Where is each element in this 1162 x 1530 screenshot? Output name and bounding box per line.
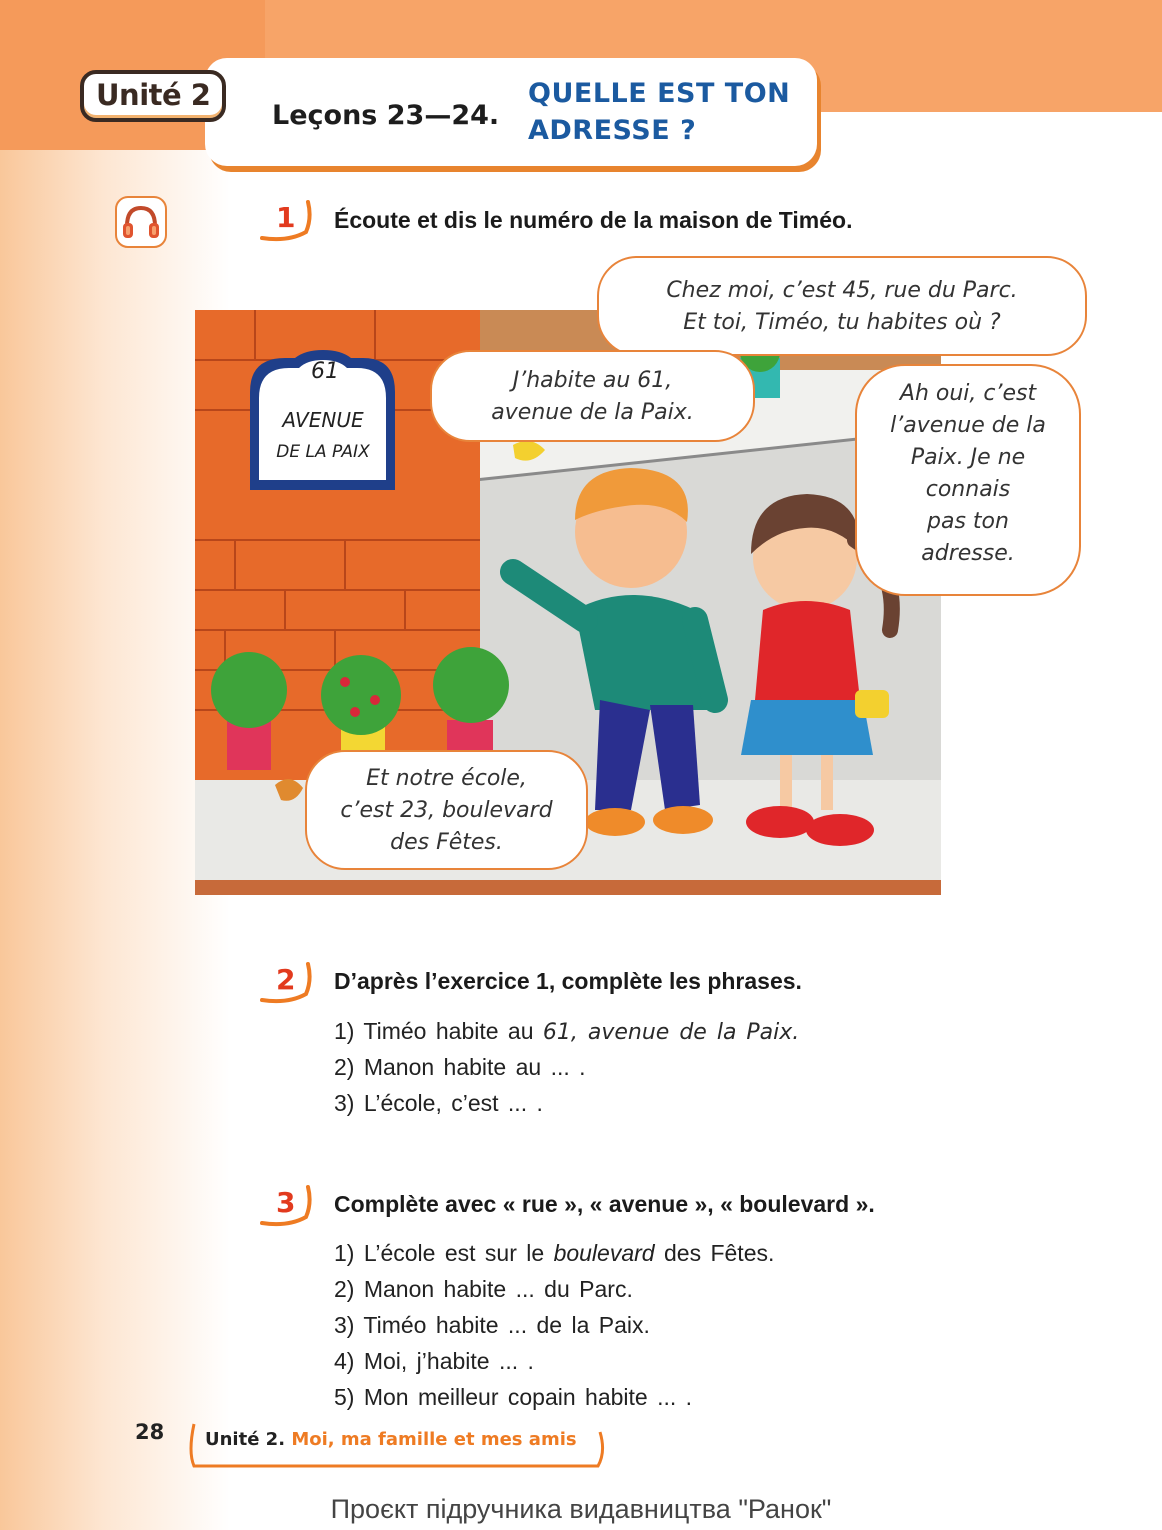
bubble-text-line: Paix. Je ne [910,445,1026,470]
sign-line1: AVENUE [282,408,364,432]
sign-number: 61 [311,359,339,384]
exercise-2-number [258,960,314,1006]
unit-badge: Unité 2 [80,70,226,122]
list-item: 4) Moi, j’habite ... . [334,1348,534,1374]
speech-bubble-manon-top [597,256,1087,356]
footer-unit-title: Moi, ma famille et mes amis [291,1429,577,1450]
bubble-text-line: J’habite au 61, [512,368,673,393]
exercise-1-number [258,198,314,244]
page-title-line2: ADRESSE ? [528,115,697,146]
exercise-3-instruction: Complète avec « rue », « avenue », « boulevard ». [334,1191,875,1217]
exercise-2-instruction: D’après l’exercice 1, complète les phrases. [334,968,802,994]
bubble-text-line: adresse. [921,541,1015,566]
headphones-icon[interactable] [115,196,167,248]
page-title-line1: QUELLE EST TON [528,78,791,109]
bubble-text-line: connais [925,477,1011,502]
page-number: 28 [135,1420,165,1444]
exercise-1-instruction: Écoute et dis le numéro de la maison de Timéo. [334,207,853,233]
list-item: 1) Timéo habite au 61, avenue de la Paix. [334,1018,800,1045]
bubble-text-line: avenue de la Paix. [491,400,694,425]
exercise-number-text: 1 [276,201,296,234]
project-note: Проєкт підручника видавництва "Ранок" [330,1494,832,1524]
exercise-number-text: 2 [276,963,296,996]
bubble-text-line: des Fêtes. [390,830,503,855]
list-item: 2) Manon habite ... du Parc. [334,1276,633,1302]
bubble-text-line: Chez moi, c’est 45, rue du Parc. [666,278,1018,303]
handwritten-answer: 61, avenue de la Paix. [542,1020,800,1045]
exercise-3-number [258,1183,314,1229]
sign-line2: DE LA PAIX [276,442,370,462]
exercise-number-text: 3 [276,1186,296,1219]
page-title [528,75,790,149]
speech-bubble-manon-right [855,364,1081,596]
list-item: 3) Timéo habite ... de la Paix. [334,1312,650,1338]
list-item: 2) Manon habite au ... . [334,1054,586,1080]
bubble-text-line: Et notre école, [366,766,527,791]
lesson-label: Leçons 23—24. [272,100,500,131]
bubble-text-line: Ah oui, c’est [899,381,1037,406]
list-item: 3) L’école, c’est ... . [334,1090,543,1116]
list-item: 5) Mon meilleur copain habite ... . [334,1384,693,1410]
speech-bubble-timeo [430,350,755,442]
speech-bubble-school [305,750,588,870]
bubble-text-line: pas ton [927,509,1009,534]
bubble-text-line: Et toi, Timéo, tu habites où ? [683,310,1001,335]
exercise-3-list [334,1235,774,1415]
footer-unit-label: Unité 2. [205,1429,286,1450]
bubble-text-line: l’avenue de la [890,413,1046,438]
list-item: 1) L’école est sur le boulevard des Fêtes. [334,1240,775,1266]
exercise-2-list [334,1013,799,1121]
bubble-text-line: c’est 23, boulevard [340,798,553,823]
footer-unit [205,1429,577,1450]
